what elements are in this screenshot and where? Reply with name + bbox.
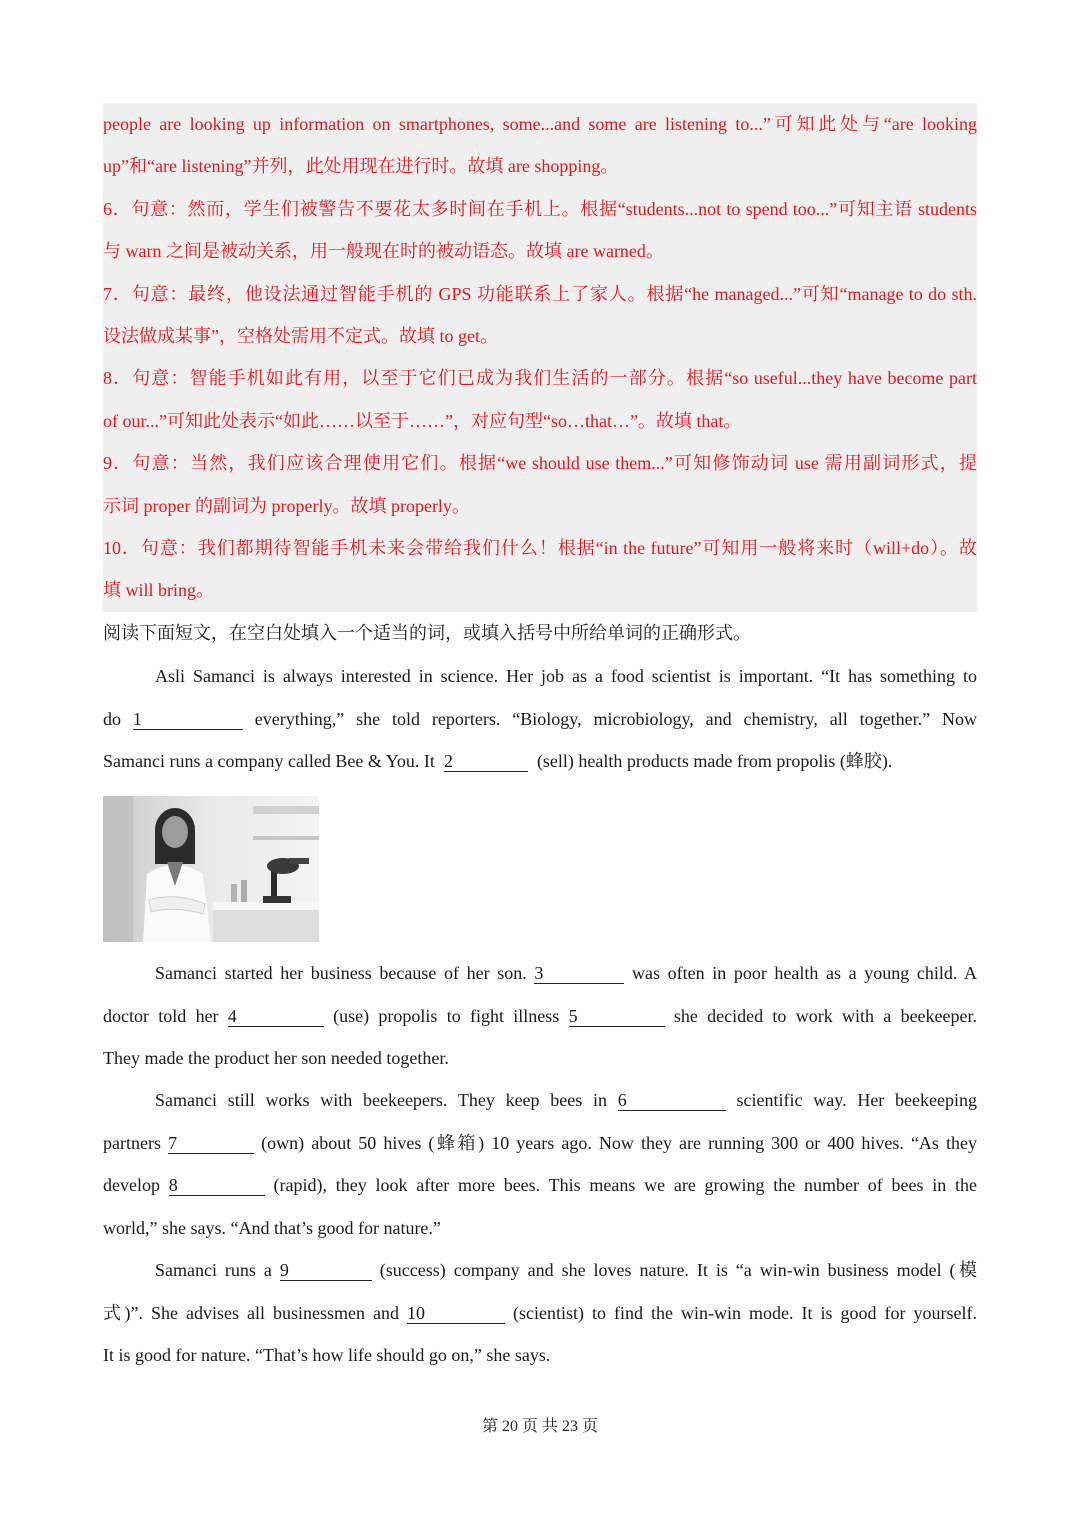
passage-line	[103, 1122, 977, 1165]
passage-text: Samanci runs a company called Bee & You. It	[103, 751, 435, 771]
passage-text: world,” she says. “And that’s good for nature.”	[103, 1217, 441, 1238]
analysis-line: up”和“are listening”并列，此处用现在进行时。故填 are shopping。	[103, 156, 619, 177]
passage-line	[103, 1164, 977, 1207]
analysis-line: 9．句意：当然，我们应该合理使用它们。根据“we should use them...”可知修饰动词 use 需用副词形式，提	[103, 453, 977, 474]
blank-9[interactable]: 9	[280, 1260, 372, 1281]
analysis-line: 设法做成某事”，空格处需用不定式。故填 to get。	[103, 325, 498, 346]
scientist-photo	[103, 796, 319, 942]
blank-8[interactable]: 8	[169, 1175, 265, 1196]
passage-paragraph-4	[103, 1249, 977, 1377]
passage-text: Samanci runs a	[155, 1260, 272, 1280]
blank-10[interactable]: 10	[407, 1303, 505, 1324]
passage-text: Samanci still works with beekeepers. They keep bees in	[155, 1090, 608, 1110]
passage-paragraph-2	[103, 952, 977, 1080]
passage-line	[103, 1037, 977, 1080]
passage-text: (use) propolis to fight illness	[333, 1005, 560, 1026]
passage-text: scientific way. Her beekeeping	[736, 1090, 978, 1110]
passage-paragraph-3	[103, 1079, 977, 1249]
analysis-line: 6．句意：然而，学生们被警告不要花太多时间在手机上。根据“students...not to spend too...”可知主语 students	[103, 198, 977, 219]
passage-text: do	[103, 708, 121, 729]
blank-1[interactable]: 1	[133, 709, 243, 730]
passage-text: (own) about 50 hives (蜂箱) 10 years ago. Now they are running 300 or 400 hives. “As they	[261, 1132, 978, 1153]
passage-line	[103, 740, 977, 783]
passage-line	[103, 995, 977, 1038]
blank-6[interactable]: 6	[618, 1090, 726, 1111]
passage-text: (scientist) to find the win-win mode. It is good for yourself.	[513, 1302, 978, 1323]
passage-text: They made the product her son needed together.	[103, 1048, 449, 1068]
analysis-line: 10．句意：我们都期待智能手机未来会带给我们什么！根据“in the future”可知用一般将来时（will+do）。故	[103, 537, 977, 558]
passage-line	[103, 1207, 977, 1250]
passage-text: she decided to work with a beekeeper.	[673, 1005, 978, 1026]
analysis-line: 示词 proper 的副词为 properly。故填 properly。	[103, 495, 470, 516]
passage-text: (sell) health products made from propolis (蜂胶).	[536, 751, 893, 771]
passage-line	[103, 698, 977, 741]
blank-7[interactable]: 7	[168, 1133, 254, 1154]
analysis-line: 填 will bring。	[103, 580, 214, 601]
passage-text: (rapid), they look after more bees. This means we are growing the number of bees in the	[273, 1175, 978, 1195]
passage-text: everything,” she told reporters. “Biology, microbiology, and chemistry, all together.” Now	[254, 708, 977, 729]
passage-paragraph-1	[103, 655, 977, 783]
passage-text: partners	[103, 1132, 161, 1153]
analysis-line: of our...”可知此处表示“如此……以至于……”，对应句型“so…that…”。故填 that。	[103, 410, 742, 431]
blank-3[interactable]: 3	[534, 963, 624, 984]
analysis-line: 8．句意：智能手机如此有用，以至于它们已成为我们生活的一部分。根据“so useful...they have become part	[103, 368, 977, 389]
passage-text: Samanci started her business because of her son.	[155, 963, 527, 983]
passage-text: develop	[103, 1175, 160, 1195]
analysis-line: 7．句意：最终，他设法通过智能手机的 GPS 功能联系上了家人。根据“he managed...”可知“manage to do sth.	[103, 283, 977, 304]
passage-line	[103, 1079, 977, 1122]
blank-5[interactable]: 5	[569, 1006, 665, 1027]
exercise-instruction: 阅读下面短文，在空白处填入一个适当的词，或填入括号中所给单词的正确形式。	[103, 623, 751, 643]
passage-line	[103, 1334, 977, 1377]
passage-text: doctor told her	[103, 1005, 219, 1026]
passage-line	[103, 952, 977, 995]
passage-text: (success) company and she loves nature. It is “a win-win business model (模	[379, 1260, 978, 1280]
analysis-line: people are looking up information on smartphones, some...and some are listening to...”可知此处与“are looking	[103, 114, 977, 134]
passage-text: was often in poor health as a young child. A	[631, 963, 977, 983]
blank-2[interactable]: 2	[444, 751, 528, 772]
passage-line	[103, 1249, 977, 1292]
passage-text: Asli Samanci is always interested in science. Her job as a food scientist is important. “It has something to	[155, 666, 977, 686]
page-number-footer: 第 20 页 共 23 页	[481, 1418, 598, 1435]
passage-text: 式)”. She advises all businessmen and	[103, 1302, 399, 1323]
answer-analysis-box	[103, 103, 977, 612]
analysis-line: 与 warn 之间是被动关系，用一般现在时的被动语态。故填 are warned。	[103, 241, 664, 262]
passage-text: It is good for nature. “That’s how life should go on,” she says.	[103, 1345, 551, 1365]
blank-4[interactable]: 4	[228, 1006, 324, 1027]
passage-line	[103, 655, 977, 698]
passage-line	[103, 1292, 977, 1335]
scientist-photo-image	[103, 796, 319, 942]
